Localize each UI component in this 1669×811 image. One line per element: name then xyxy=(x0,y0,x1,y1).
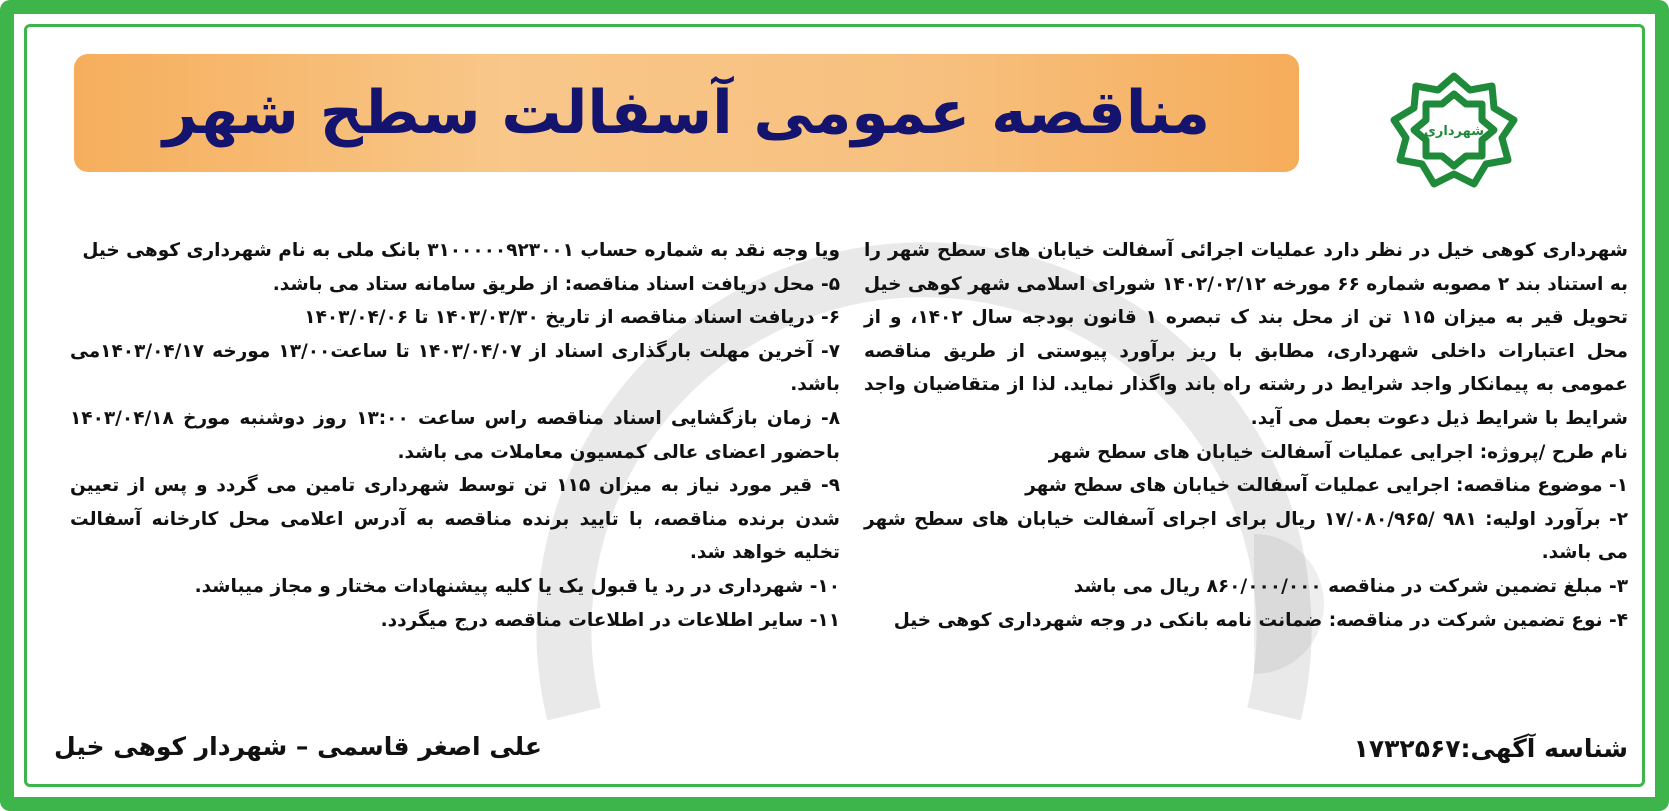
ad-identifier: شناسه آگهی:۱۷۳۲۵۶۷ xyxy=(1353,734,1628,763)
condition-item-10: ۱۰- شهرداری در رد یا قبول یک یا کلیه پیشنهادات مختار و مجاز میباشد. xyxy=(194,575,840,597)
condition-item-3: ۳- مبلغ تضمین شرکت در مناقصه ۸۶۰/۰۰۰/۰۰۰ ریال می باشد xyxy=(1073,575,1628,597)
conditions-column-left xyxy=(70,234,840,637)
mayor-signature: علی اصغر قاسمی – شهردار کوهی خیل xyxy=(54,732,542,761)
condition-item-2: ۲- برآورد اولیه: ۹۸۱ /۱۷/۰۸۰/۹۶۵ ریال برای اجرای آسفالت خیابان های سطح شهر می باشد. xyxy=(864,508,1628,564)
account-info: ویا وجه نقد به شماره حساب ۳۱۰۰۰۰۰۹۲۳۰۰۱ بانک ملی به نام شهرداری کوهی خیل xyxy=(82,240,840,261)
condition-item-4: ۴- نوع تضمین شرکت در مناقصه: ضمانت نامه بانکی در وجه شهرداری کوهی خیل xyxy=(893,609,1628,631)
condition-item-11: ۱۱- سایر اطلاعات در اطلاعات مناقصه درج میگردد. xyxy=(380,609,840,631)
conditions-column-right xyxy=(864,234,1628,637)
intro-paragraph: شهرداری کوهی خیل در نظر دارد عملیات اجرائی آسفالت خیابان های سطح شهر را به استناد بند ۲ مصوبه شماره ۶۶ مورخه ۱۴۰۲/۰۲/۱۲ شورای اسلامی شهر کوهی خیل تحویل قیر به میزان ۱۱۵ تن از محل بند ک تبصره ۱ قانون بودجه سال ۱۴۰۲، و از محل اعتبارات داخلی شهرداری، مطابق با ریز برآورد پیوستی از طریق مناقصه عمومی به پیمانکار واجد شرایط در رشته راه باند واگذار نماید. لذا از متقاضیان واجد شرایط با شرایط ذیل دعوت بعمل می آید. xyxy=(864,240,1629,429)
condition-item-1: ۱- موضوع مناقصه: اجرایی عملیات آسفالت خیابان های سطح شهر xyxy=(1025,475,1628,497)
project-name: نام طرح /پروژه: اجرایی عملیات آسفالت خیابان های سطح شهر xyxy=(1048,441,1628,463)
municipality-logo xyxy=(1374,70,1534,190)
condition-item-8: ۸- زمان بازگشایی اسناد مناقصه راس ساعت ۱۳:۰۰ روز دوشنبه مورخ ۱۴۰۳/۰۴/۱۸ باحضور اعضای عالی کمسیون معاملات می باشد. xyxy=(70,407,840,463)
condition-item-6: ۶- دریافت اسناد مناقصه از تاریخ ۱۴۰۳/۰۳/۳۰ تا ۱۴۰۳/۰۴/۰۶ xyxy=(304,307,840,329)
condition-item-5: ۵- محل دریافت اسناد مناقصه: از طریق سامانه ستاد می باشد. xyxy=(272,273,840,295)
ad-title: مناقصه عمومی آسفالت سطح شهر xyxy=(162,78,1211,148)
condition-item-7: ۷- آخرین مهلت بارگذاری اسناد از ۱۴۰۳/۰۴/۰۷ تا ساعت۱۳/۰۰ مورخه ۱۴۰۳/۰۴/۱۷می باشد. xyxy=(70,340,841,396)
condition-item-9: ۹- قیر مورد نیاز به میزان ۱۱۵ تن توسط شهرداری تامین می گردد و پس از تعیین شدن برنده مناقصه، با تایید برنده مناقصه به آدرس اعلامی محل کارخانه آسفالت تخلیه خواهد شد. xyxy=(70,475,840,564)
logo-label: شهرداری xyxy=(1424,124,1484,139)
